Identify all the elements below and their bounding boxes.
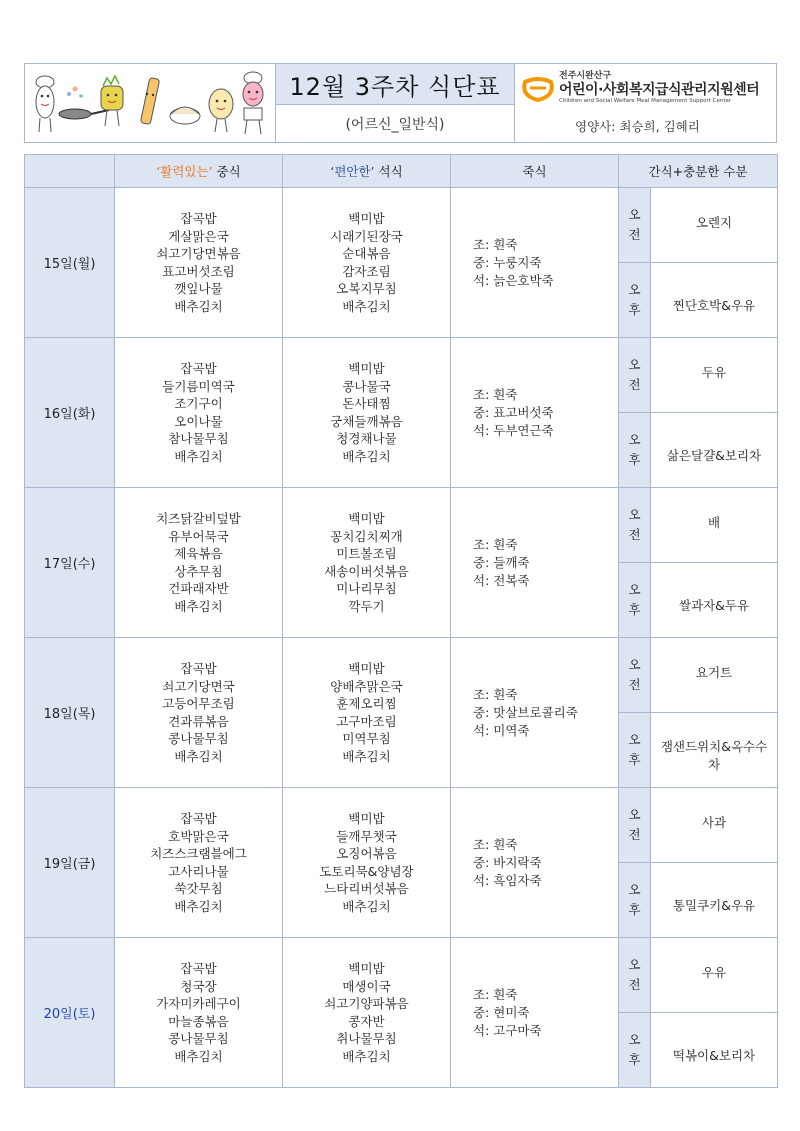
table-row <box>25 188 778 263</box>
snack-pm: 떡볶이&보리차 <box>651 1013 778 1088</box>
menu-item: 배추김치 <box>342 298 391 314</box>
menu-item: 호박맑은국 <box>168 828 229 844</box>
time-label-am: 오 전 <box>619 638 651 713</box>
menu-item: 중: 바지락죽 <box>473 854 542 870</box>
menu-item: 석: 흑임자죽 <box>473 872 542 888</box>
table-row <box>25 338 778 413</box>
menu-item: 쇠고기당면국 <box>162 678 235 694</box>
menu-header <box>24 63 777 143</box>
menu-item: 잡곡밥 <box>180 361 217 376</box>
chef-character-icon <box>25 64 275 142</box>
menu-item: 청경채나물 <box>336 431 397 446</box>
porridge-menu <box>451 188 619 338</box>
menu-item: 콩자반 <box>348 1013 385 1029</box>
menu-item: 훈제오리찜 <box>336 696 397 711</box>
menu-item: 잡곡밥 <box>180 661 217 676</box>
day-label: 20일(토) <box>25 938 115 1088</box>
time-label-pm: 오 후 <box>619 863 651 938</box>
menu-item: 게살맑은국 <box>168 228 229 244</box>
menu-item: 백미밥 <box>348 361 385 376</box>
menu-item: 돈사태찜 <box>342 396 391 411</box>
time-label-am: 오 전 <box>619 788 651 863</box>
lunch-menu <box>115 188 283 338</box>
menu-item: 고사리나물 <box>168 863 229 879</box>
menu-item: 쑥갓무침 <box>174 881 223 896</box>
porridge-menu <box>451 338 619 488</box>
menu-item: 꽁치김치찌개 <box>330 528 403 544</box>
menu-item: 건파래자반 <box>168 581 229 596</box>
dinner-menu <box>283 638 451 788</box>
time-label-am: 오 전 <box>619 488 651 563</box>
day-column-header <box>25 155 115 188</box>
menu-item: 중: 현미죽 <box>473 1004 530 1020</box>
menu-item: 백미밥 <box>348 211 385 226</box>
menu-body <box>25 188 778 1088</box>
menu-item: 치즈닭갈비덮밥 <box>156 511 241 526</box>
menu-item: 중: 누룽지죽 <box>473 254 542 270</box>
menu-item: 참나물무침 <box>168 431 229 446</box>
menu-item: 오복지무침 <box>336 281 397 296</box>
snack-pm: 쌀과자&두유 <box>651 563 778 638</box>
porridge-column-header: 죽식 <box>451 155 619 188</box>
menu-item: 조: 흰죽 <box>473 536 518 552</box>
menu-item: 표고버섯조림 <box>162 263 235 279</box>
menu-item: 오징어볶음 <box>336 846 397 861</box>
menu-item: 중: 표고버섯죽 <box>473 404 554 420</box>
dinner-menu <box>283 488 451 638</box>
menu-item: 잡곡밥 <box>180 961 217 976</box>
menu-item: 상추무침 <box>174 563 223 579</box>
menu-item: 백미밥 <box>348 961 385 976</box>
day-label: 17일(수) <box>25 488 115 638</box>
snack-pm: 찐단호박&우유 <box>651 263 778 338</box>
menu-item: 취나물무침 <box>336 1031 397 1046</box>
menu-item: 석: 두부연근죽 <box>473 422 554 438</box>
menu-item: 도토리묵&양념장 <box>319 863 414 879</box>
menu-item: 조: 흰죽 <box>473 386 518 402</box>
menu-item: 양배추맑은국 <box>330 678 403 694</box>
menu-item: 백미밥 <box>348 511 385 526</box>
menu-item: 순대볶음 <box>342 246 391 261</box>
weekly-menu-table <box>24 154 778 1088</box>
lunch-menu <box>115 638 283 788</box>
menu-item: 매생이국 <box>342 978 391 994</box>
menu-item: 미역무침 <box>342 731 391 746</box>
org-name: 어린이·사회복지급식관리지원센터 <box>559 82 760 98</box>
menu-item: 중: 맛살브로콜리죽 <box>473 704 578 720</box>
table-row <box>25 938 778 1013</box>
snack-am: 오렌지 <box>651 188 778 263</box>
menu-item: 들기름미역국 <box>162 378 235 394</box>
dinner-menu <box>283 188 451 338</box>
menu-item: 조기구이 <box>174 396 223 411</box>
menu-item: 배추김치 <box>174 448 223 464</box>
lunch-menu <box>115 938 283 1088</box>
table-row <box>25 488 778 563</box>
porridge-menu <box>451 788 619 938</box>
cooking-characters-illustration <box>25 64 275 142</box>
menu-item: 배추김치 <box>342 448 391 464</box>
menu-item: 제육볶음 <box>174 546 223 561</box>
snack-am: 우유 <box>651 938 778 1013</box>
porridge-menu <box>451 938 619 1088</box>
time-label-am: 오 전 <box>619 338 651 413</box>
menu-item: 시래기된장국 <box>330 228 403 244</box>
time-label-pm: 오 후 <box>619 263 651 338</box>
lunch-menu <box>115 488 283 638</box>
nutritionist-names: 영양사: 최승희, 김혜리 <box>575 119 700 134</box>
snack-am: 사과 <box>651 788 778 863</box>
menu-item: 깻잎나물 <box>174 281 223 296</box>
table-row <box>25 788 778 863</box>
title-box <box>275 64 515 142</box>
day-label: 15일(월) <box>25 188 115 338</box>
snack-am: 요거트 <box>651 638 778 713</box>
menu-item: 배추김치 <box>174 748 223 764</box>
time-label-am: 오 전 <box>619 938 651 1013</box>
dinner-suffix: 석식 <box>374 164 403 179</box>
menu-item: 콩나물무침 <box>168 731 229 746</box>
menu-item: 조: 흰죽 <box>473 836 518 852</box>
day-label: 18일(목) <box>25 638 115 788</box>
menu-item: 배추김치 <box>174 298 223 314</box>
menu-item: 쇠고기양파볶음 <box>324 996 409 1011</box>
menu-item: 석: 전복죽 <box>473 572 530 588</box>
porridge-menu <box>451 488 619 638</box>
menu-item: 깍두기 <box>348 598 385 614</box>
snack-pm: 삶은달걀&보리차 <box>651 413 778 488</box>
time-label-pm: 오 후 <box>619 1013 651 1088</box>
menu-item: 배추김치 <box>342 748 391 764</box>
time-label-am: 오 전 <box>619 188 651 263</box>
lunch-suffix: 중식 <box>212 164 241 179</box>
menu-item: 석: 늙은호박죽 <box>473 272 554 288</box>
day-label: 16일(화) <box>25 338 115 488</box>
menu-item: 쇠고기당면볶음 <box>156 246 241 261</box>
snack-am: 두유 <box>651 338 778 413</box>
menu-item: 조: 흰죽 <box>473 236 518 252</box>
menu-item: 유부어묵국 <box>168 528 229 544</box>
lunch-menu <box>115 788 283 938</box>
menu-item: 들깨무챗국 <box>336 828 397 844</box>
menu-item: 가자미카레구이 <box>156 996 241 1011</box>
menu-item: 배추김치 <box>342 898 391 914</box>
menu-item: 백미밥 <box>348 811 385 826</box>
menu-item: 배추김치 <box>174 898 223 914</box>
menu-item: 잡곡밥 <box>180 211 217 226</box>
menu-item: 청국장 <box>180 978 217 994</box>
menu-item: 미트볼조림 <box>336 546 397 561</box>
time-label-pm: 오 후 <box>619 413 651 488</box>
menu-item: 느타리버섯볶음 <box>324 881 409 896</box>
dinner-menu <box>283 788 451 938</box>
menu-item: 새송이버섯볶음 <box>324 563 409 579</box>
menu-item: 배추김치 <box>174 598 223 614</box>
porridge-menu <box>451 638 619 788</box>
menu-item: 석: 미역죽 <box>473 722 530 738</box>
snack-pm: 통밀쿠키&우유 <box>651 863 778 938</box>
smile-logo-icon <box>521 76 555 102</box>
menu-item: 콩나물무침 <box>168 1031 229 1046</box>
menu-item: 감자조림 <box>342 263 391 279</box>
day-label: 19일(금) <box>25 788 115 938</box>
lunch-highlight: ‘활력있는’ <box>156 164 213 179</box>
snack-pm: 잼샌드위치&옥수수차 <box>651 713 778 788</box>
page-title: 12월 3주차 식단표 <box>276 64 514 105</box>
dinner-column-header <box>283 155 451 188</box>
snack-column-header: 간식+충분한 수분 <box>619 155 778 188</box>
dinner-highlight: ‘편안한’ <box>330 164 375 179</box>
menu-item: 배추김치 <box>174 1048 223 1064</box>
organization-logo-box <box>515 64 776 142</box>
dinner-menu <box>283 938 451 1088</box>
menu-item: 중: 들깨죽 <box>473 554 530 570</box>
menu-item: 고구마조림 <box>336 713 397 729</box>
table-row <box>25 638 778 713</box>
menu-item: 고등어무조림 <box>162 696 235 711</box>
menu-item: 백미밥 <box>348 661 385 676</box>
menu-item: 조: 흰죽 <box>473 686 518 702</box>
menu-item: 배추김치 <box>342 1048 391 1064</box>
page-subtitle: (어르신_일반식) <box>345 116 445 133</box>
org-english-name: Children and Social Welfare Meal Management Support Center <box>559 98 732 104</box>
menu-item: 잡곡밥 <box>180 811 217 826</box>
menu-item: 석: 고구마죽 <box>473 1022 542 1038</box>
dinner-menu <box>283 338 451 488</box>
snack-am: 배 <box>651 488 778 563</box>
time-label-pm: 오 후 <box>619 713 651 788</box>
org-district: 전주시완산구 <box>559 71 612 81</box>
table-header-row <box>25 155 778 188</box>
menu-item: 조: 흰죽 <box>473 986 518 1002</box>
menu-item: 미나리무침 <box>336 581 397 596</box>
menu-item: 치즈스크램블에그 <box>150 846 247 861</box>
menu-item: 견과류볶음 <box>168 713 229 729</box>
menu-item: 궁채들깨볶음 <box>330 413 403 429</box>
menu-item: 오이나물 <box>174 413 223 429</box>
menu-item: 콩나물국 <box>342 378 391 394</box>
menu-item: 마늘종볶음 <box>168 1013 229 1029</box>
lunch-column-header <box>115 155 283 188</box>
lunch-menu <box>115 338 283 488</box>
time-label-pm: 오 후 <box>619 563 651 638</box>
